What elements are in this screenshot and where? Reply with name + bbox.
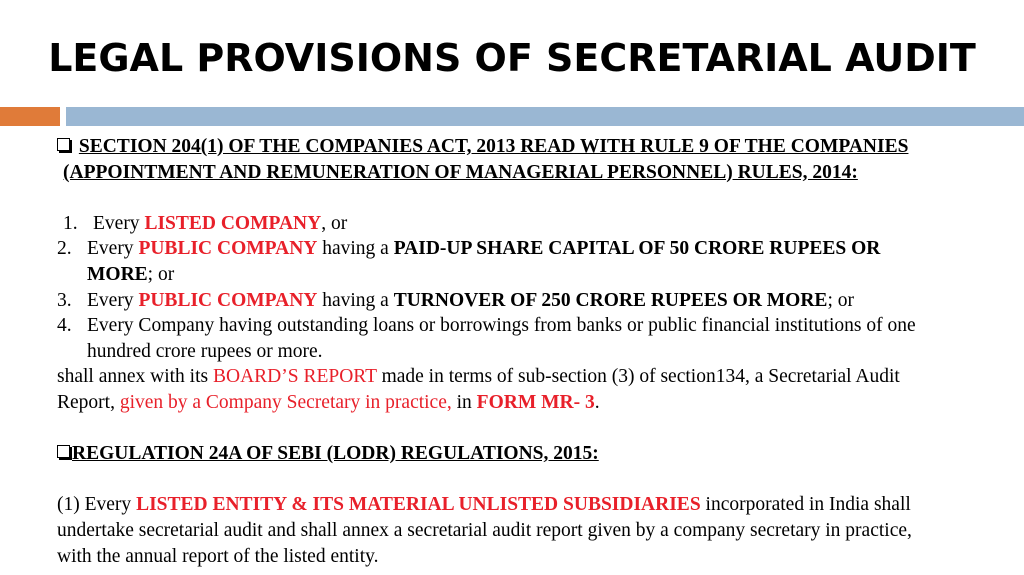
section1-heading: SECTION 204(1) OF THE COMPANIES ACT, 2013 READ WITH RULE 9 OF THE COMPANIES (57, 134, 1007, 160)
list-item-cont: hundred crore rupees or more. (87, 340, 323, 362)
checkbox-bullet-icon (57, 445, 70, 458)
slide-content (57, 134, 1007, 569)
list-item: 4. Every Company having outstanding loans or borrowings from banks or public financial institutions of one (57, 315, 916, 337)
section2-paragraph-line: with the annual report of the listed entity. (57, 545, 379, 567)
accent-bar-blue (66, 107, 1024, 126)
list-item: 3. Every PUBLIC COMPANY having a TURNOVER OF 250 CRORE RUPEES OR MORE; or (57, 289, 854, 311)
annex-line: shall annex with its BOARD’S REPORT made in terms of sub-section (3) of section134, a Secretarial Audit (57, 366, 900, 388)
accent-bar-orange (0, 107, 60, 126)
checkbox-bullet-icon (57, 138, 70, 151)
section2-paragraph-line: (1) Every LISTED ENTITY & ITS MATERIAL UNLISTED SUBSIDIARIES incorporated in India shall (57, 494, 911, 516)
list-item: 2. Every PUBLIC COMPANY having a PAID-UP SHARE CAPITAL OF 50 CRORE RUPEES OR (57, 238, 881, 260)
page-title: LEGAL PROVISIONS OF SECRETARIAL AUDIT (48, 36, 976, 80)
report-line: Report, given by a Company Secretary in practice, in FORM MR- 3. (57, 391, 600, 413)
list-item: 1. Every LISTED COMPANY, or (63, 212, 348, 234)
list-item-cont: MORE; or (87, 263, 175, 285)
section1-heading-cont: (APPOINTMENT AND REMUNERATION OF MANAGERIAL PERSONNEL) RULES, 2014: (63, 161, 858, 183)
section2-heading: REGULATION 24A OF SEBI (LODR) REGULATIONS, 2015: (57, 441, 1007, 467)
section2-paragraph-line: undertake secretarial audit and shall annex a secretarial audit report given by a company secretary in practice, (57, 519, 912, 541)
